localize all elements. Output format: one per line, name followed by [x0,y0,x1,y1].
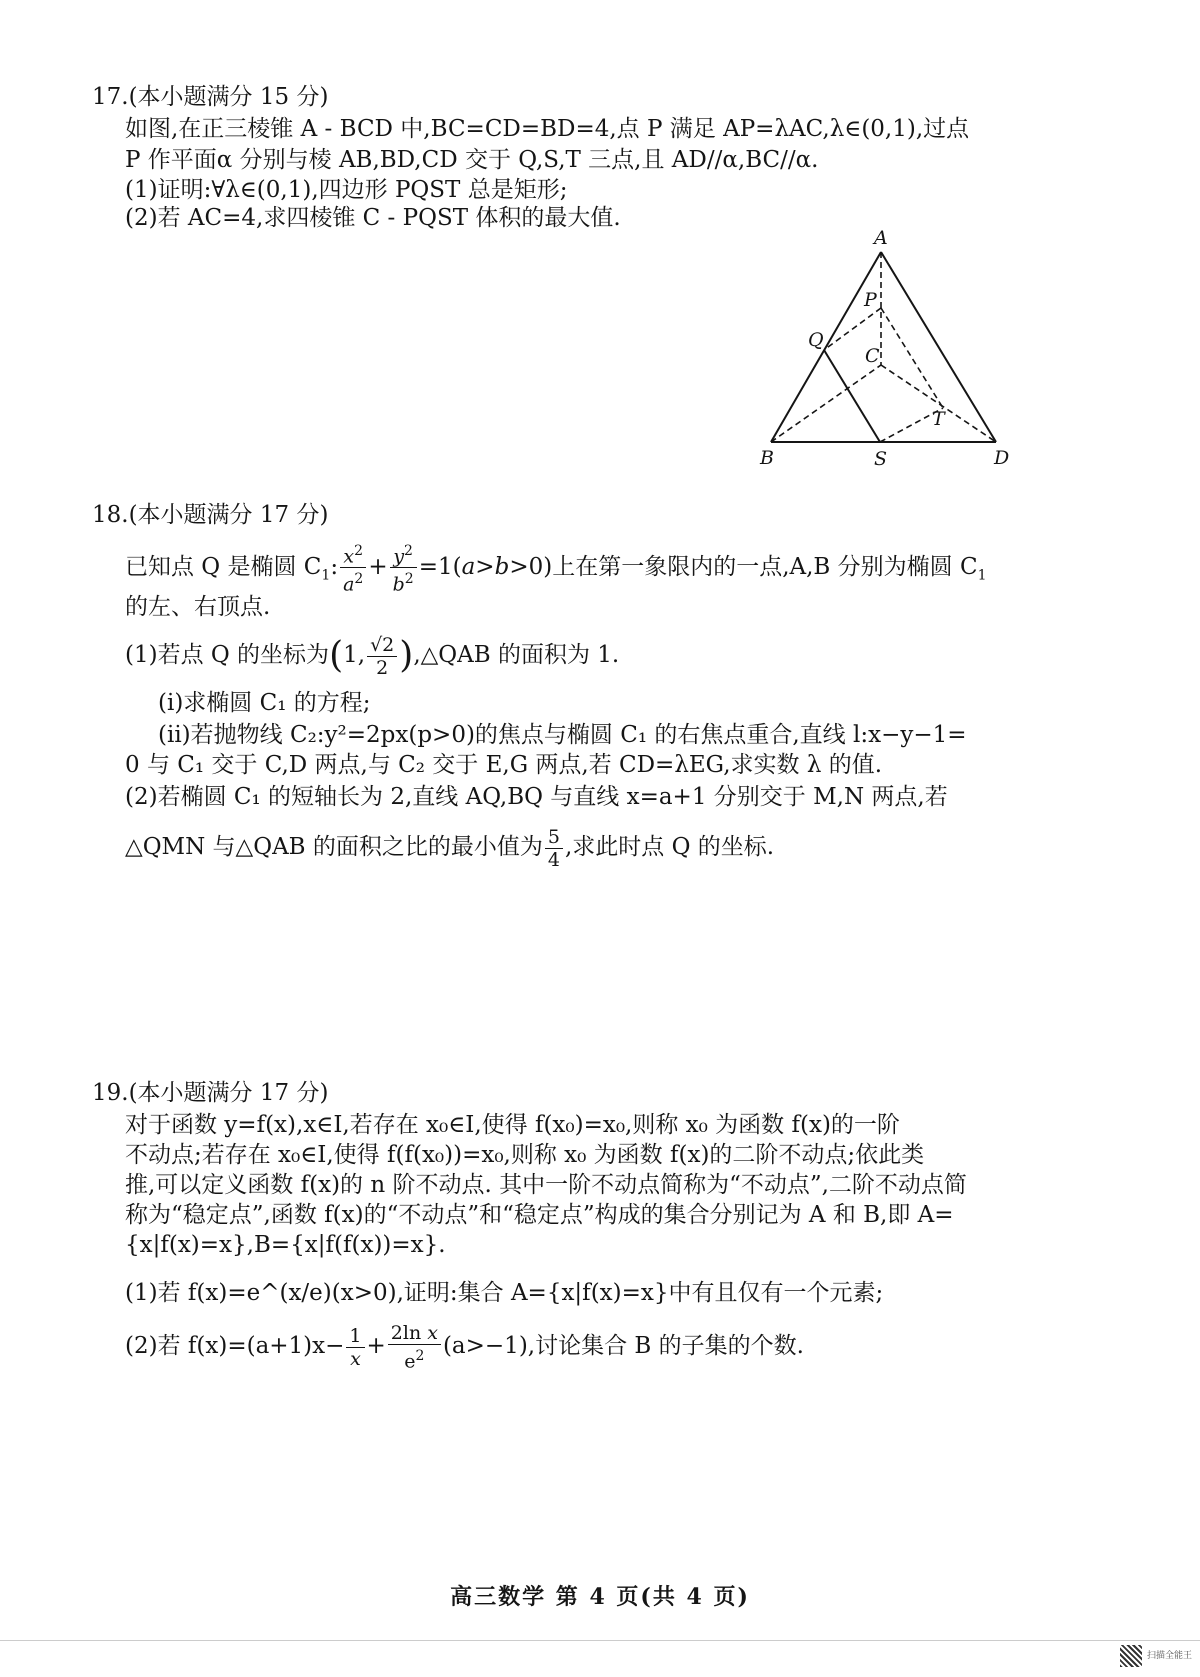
q19-header: 19.(本小题满分 17 分) [92,1080,329,1106]
label-T: T [932,408,945,430]
q18-line1-a: 已知点 Q 是椭圆 C [125,553,322,580]
q18-part1-b: ,△QAB 的面积为 1. [413,642,620,668]
q19-line3: 推,可以定义函数 f(x)的 n 阶不动点. 其中一阶不动点简称为“不动点”,二阶不动点简 [125,1172,967,1198]
label-B: B [760,447,774,469]
q19-part2-b: (a>−1),讨论集合 B 的子集的个数. [442,1333,804,1359]
q19-line5: {x|f(x)=x},B={x|f(f(x))=x}. [125,1232,446,1258]
label-Q: Q [808,329,824,351]
q18-part2-line2 [125,822,774,872]
label-A: A [874,227,888,249]
fraction-2lnx-e2: $\frac{\text{2ln x}}{e^2}$ [388,1322,441,1372]
q17-line1: 如图,在正三棱锥 A - BCD 中,BC=CD=BD=4,点 P 满足 AP=λAC,λ∈(0,1),过点 [125,116,970,142]
q19-line1: 对于函数 y=f(x),x∈I,若存在 x₀∈I,使得 f(x₀)=x₀,则称 x₀ 为函数 f(x)的一阶 [125,1112,900,1138]
edge-PT [881,308,943,408]
q17-header: 17.(本小题满分 15 分) [92,84,329,110]
page-footer: 高三数学 第 4 页(共 4 页) [450,1584,750,1610]
label-P: P [864,289,877,311]
q17-part2: (2)若 AC=4,求四棱锥 C - PQST 体积的最大值. [125,205,621,231]
qr-code-icon [1120,1645,1142,1667]
fraction-y2-b2: $\frac{y^2}{b^2}$ [390,540,417,596]
q18-part2-line2-b: ,求此时点 Q 的坐标. [565,834,775,860]
edge-CD [881,365,996,442]
edge-BC [771,365,881,442]
q18-line1-b: 上在第一象限内的一点,A,B 分别为椭圆 C [552,553,978,580]
q18-line2: 的左、右顶点. [125,594,271,620]
label-S: S [874,448,888,470]
bottom-divider [0,1640,1200,1641]
q18-part1: (1)若点 Q 的坐标为(1, $\frac{√2}{2}$ ),△QAB 的面积为 1. [125,633,620,679]
q17-part1: (1)证明:∀λ∈(0,1),四边形 PQST 总是矩形; [125,177,568,203]
fraction-5-4: $\frac{5}{4}$ [545,826,563,871]
label-C: C [865,345,880,367]
fraction-x2-a2: $\frac{x^2}{a^2}$ [340,540,366,596]
q18-part1-a: (1)若点 Q 的坐标为 [125,642,330,668]
tetrahedron-figure [740,220,1080,480]
fraction-sqrt2-2: $\frac{√2}{2}$ [367,634,397,679]
q17-line2: P 作平面α 分别与棱 AB,BD,CD 交于 Q,S,T 三点,且 AD//α,BC//α. [125,147,819,173]
q19-part2-a: (2)若 f(x)=(a+1)x− [125,1333,345,1359]
q18-line1: 已知点 Q 是椭圆 $C_1$: $\frac{x^2}{a^2}$ + $\frac{y^2}{b^2}$ =1(a>b>0)上在第一象限内的一点,A,B 分别为椭圆 $C_1$ [125,540,986,599]
label-D: D [994,447,1010,469]
q18-sub-ii-line2: 0 与 C₁ 交于 C,D 两点,与 C₂ 交于 E,G 两点,若 CD=λEG,求实数 λ 的值. [125,752,883,778]
q18-sub-ii-line1: (ii)若抛物线 C₂:y²=2px(p>0)的焦点与椭圆 C₁ 的右焦点重合,直线 l:x−y−1= [158,722,967,748]
q18-part2-line1: (2)若椭圆 C₁ 的短轴长为 2,直线 AQ,BQ 与直线 x=a+1 分别交于 M,N 两点,若 [125,784,948,810]
q19-part2: (2)若 f(x)=(a+1)x− $\frac{1}{x}$ + $\frac{\text{2ln x}}{e^2}$ (a>−1),讨论集合 B 的子集的个数. [125,1321,804,1373]
q18-header: 18.(本小题满分 17 分) [92,502,329,528]
q19-part1: (1)若 f(x)=e^(x/e)(x>0),证明:集合 A={x|f(x)=x}中有且仅有一个元素; [125,1280,884,1306]
q18-sub-i: (i)求椭圆 C₁ 的方程; [158,690,371,716]
edge-PQ [824,308,881,350]
q18-part2-line2-a: △QMN 与△QAB 的面积之比的最小值为 [125,834,543,860]
q19-line2: 不动点;若存在 x₀∈I,使得 f(f(x₀))=x₀,则称 x₀ 为函数 f(x)的二阶不动点;依此类 [125,1142,925,1168]
fraction-1-x: $\frac{1}{x}$ [346,1325,364,1370]
scanner-watermark: 扫描全能王 [1147,1651,1193,1661]
q19-line4: 称为“稳定点”,函数 f(x)的“不动点”和“稳定点”构成的集合分别记为 A 和 B,即 A= [125,1202,954,1228]
